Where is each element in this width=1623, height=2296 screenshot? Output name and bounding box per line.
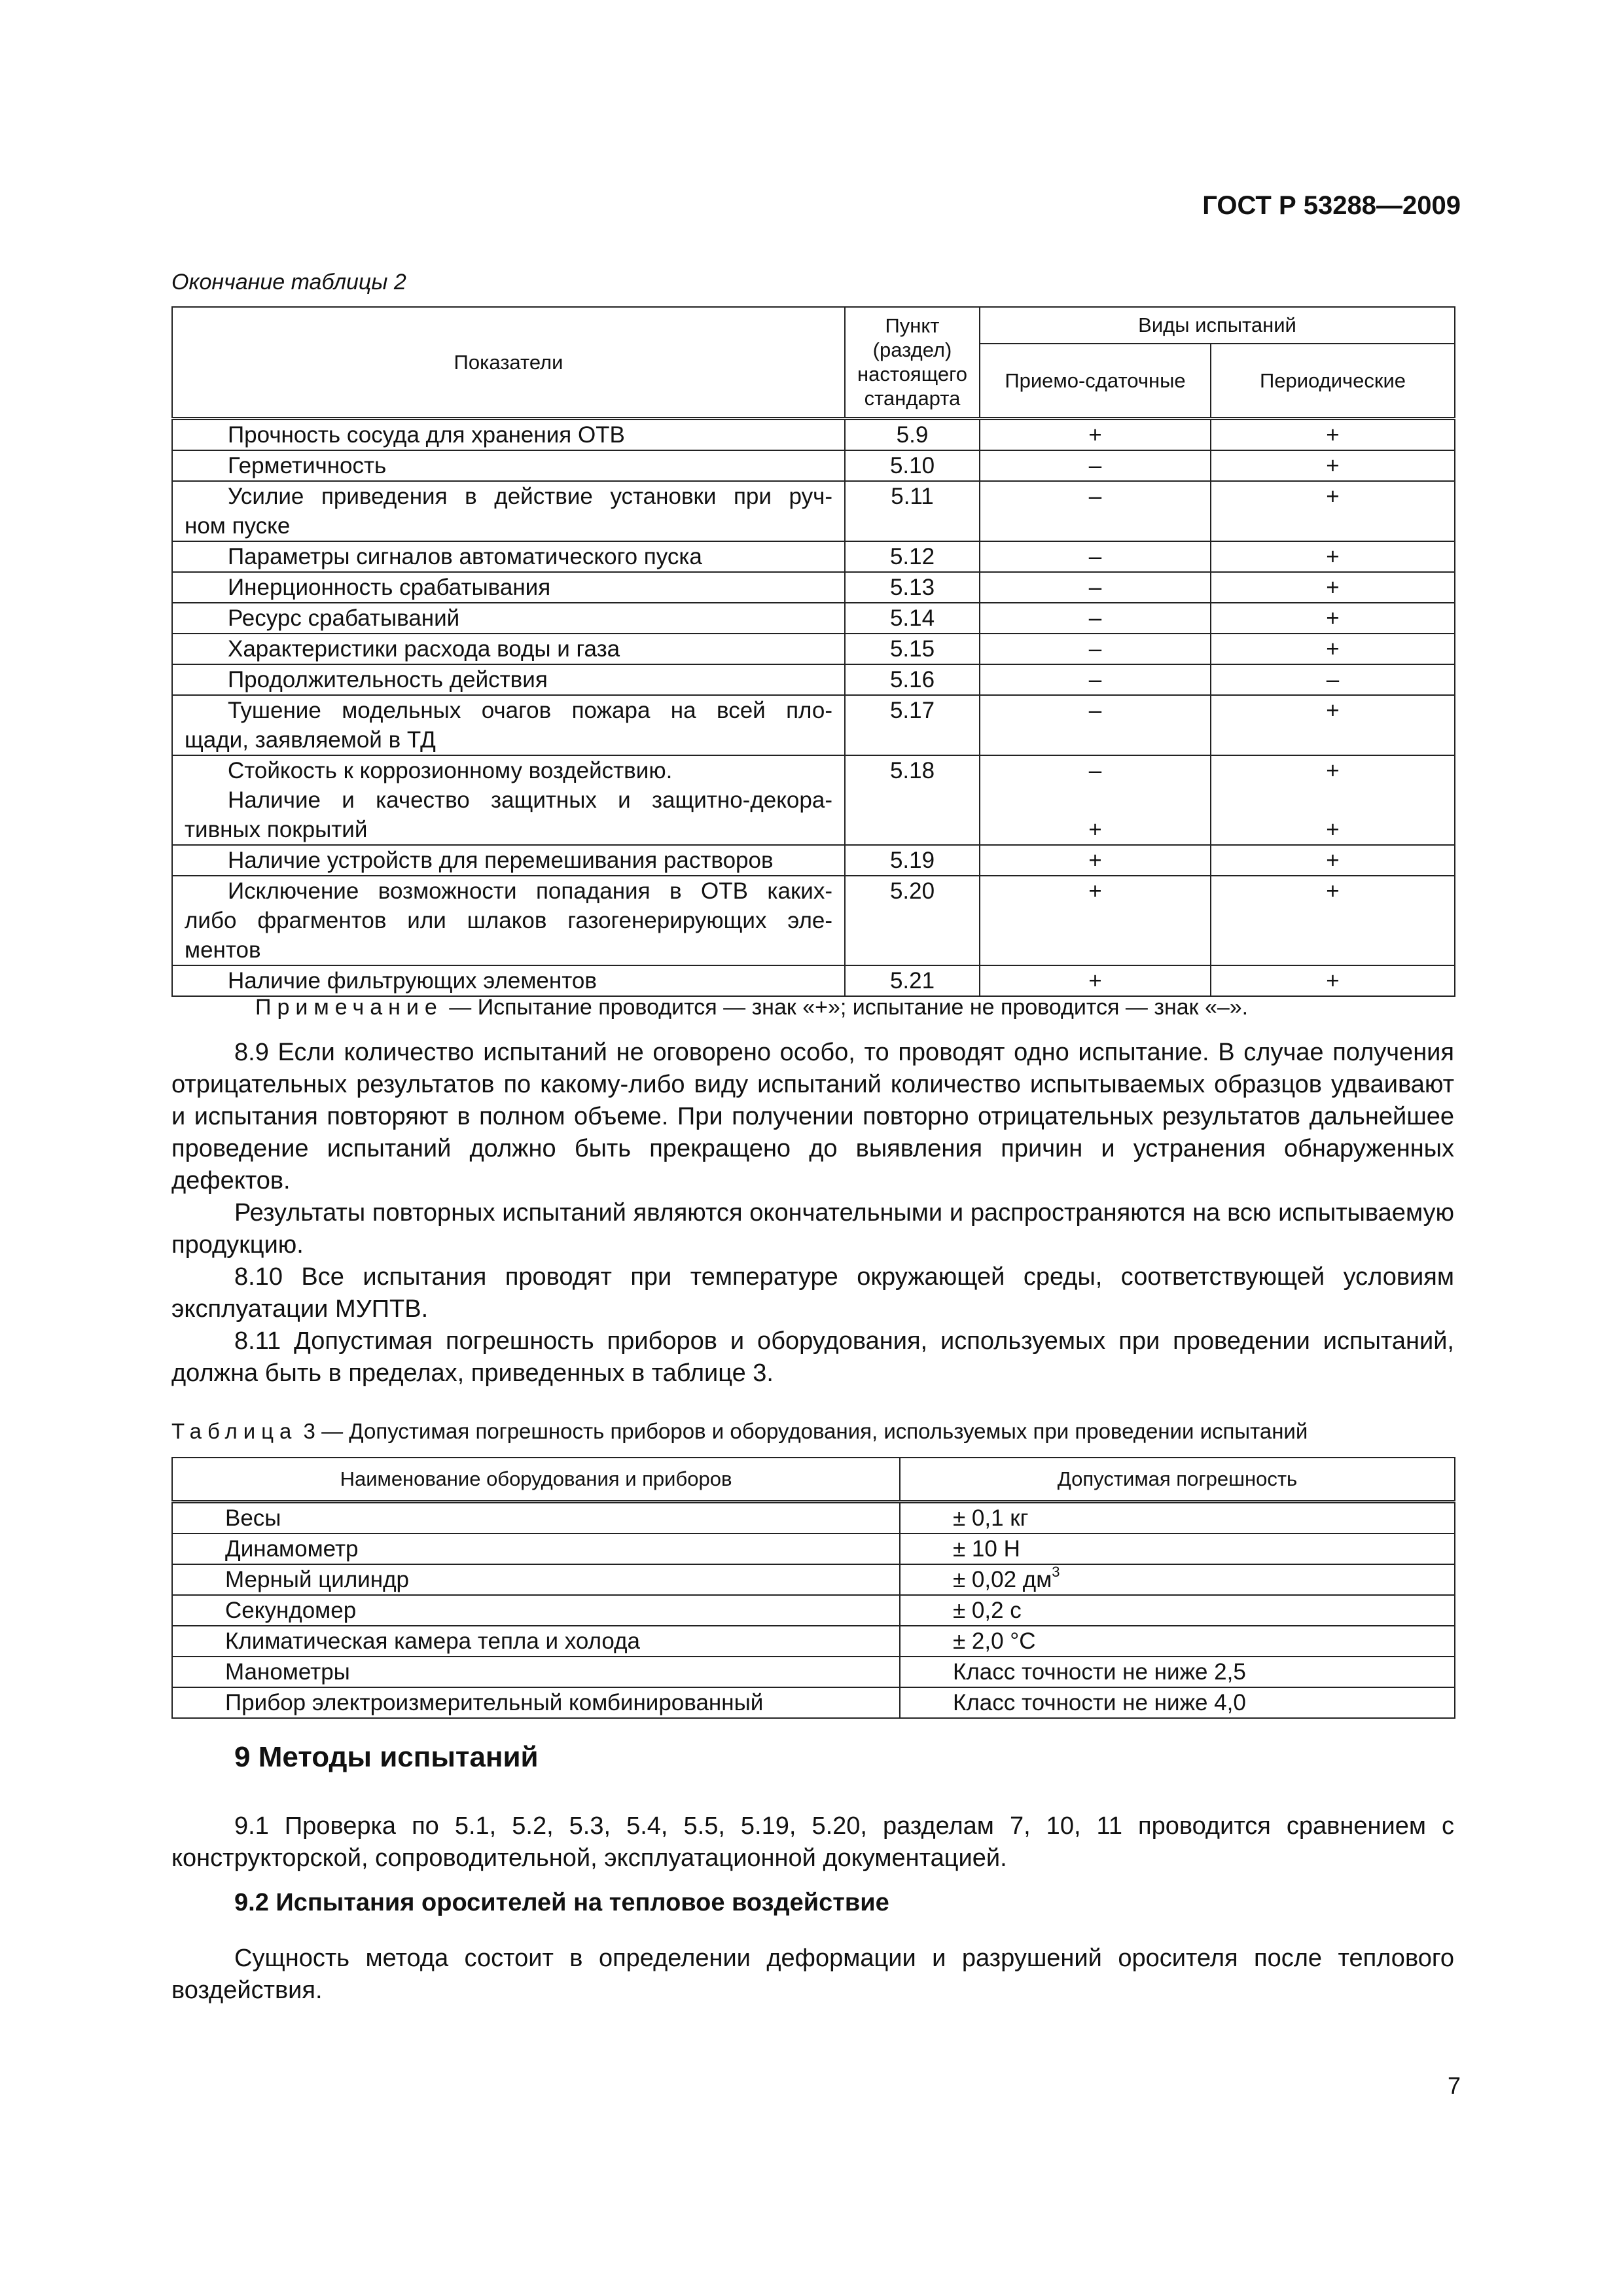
section-9-title: 9 Методы испытаний bbox=[234, 1741, 539, 1773]
table-row: Динамометр ± 10 Н bbox=[172, 1534, 1455, 1564]
paragraph-9-2: Сущность метода состоит в определении деформации и разрушений оросителя после теплового воздействия. bbox=[171, 1945, 1454, 2004]
paragraph-9-1-block bbox=[171, 1810, 1454, 1874]
table-row: Стойкость к коррозионному воздействию. Наличие и качество защитных и защитно-декора- тивных покрытий 5.18 – + + + bbox=[172, 755, 1455, 845]
page-number: 7 bbox=[1447, 2072, 1461, 2099]
table-row: Климатическая камера тепла и холода ± 2,0 °С bbox=[172, 1626, 1455, 1657]
table-row: Усилие приведения в действие установки при руч- ном пуске 5.11 – + bbox=[172, 481, 1455, 541]
table-row: Секундомер ± 0,2 с bbox=[172, 1595, 1455, 1626]
col-header-clause: Пункт (раздел) настоящего стандарта bbox=[845, 307, 980, 418]
table-row: Продолжительность действия 5.16 – – bbox=[172, 664, 1455, 695]
paragraph-8-9-repeat: Результаты повторных испытаний являются окончательными и распространяются на всю испытываемую продукцию. bbox=[171, 1199, 1454, 1259]
table2-continuation-caption: Окончание таблицы 2 bbox=[171, 270, 406, 295]
table3-caption: Таблица 3 — Допустимая погрешность приборов и оборудования, используемых при проведении испытаний bbox=[171, 1419, 1308, 1443]
document-id: ГОСТ Р 53288—2009 bbox=[1202, 191, 1461, 220]
table-row: Инерционность срабатывания 5.13 – + bbox=[172, 572, 1455, 603]
table-row: Герметичность 5.10 – + bbox=[172, 450, 1455, 481]
table-row: Наличие устройств для перемешивания растворов 5.19 + + bbox=[172, 845, 1455, 876]
table-3 bbox=[171, 1457, 1455, 1719]
table2-note: Примечание — Испытание проводится — знак «+»; испытание не проводится — знак «–». bbox=[255, 995, 1249, 1020]
paragraph-9-2-block bbox=[171, 1943, 1454, 2007]
table-row: Параметры сигналов автоматического пуска 5.12 – + bbox=[172, 541, 1455, 572]
subsection-9-2-title: 9.2 Испытания оросителей на тепловое воздействие bbox=[234, 1889, 889, 1916]
table-row: Наличие фильтрующих элементов 5.21 + + bbox=[172, 965, 1455, 996]
col-header-error: Допустимая погрешность bbox=[900, 1458, 1455, 1502]
table-row: Весы ± 0,1 кг bbox=[172, 1502, 1455, 1534]
col-header-acceptance: Приемо-сдаточные bbox=[980, 344, 1211, 418]
paragraph-8-11: 8.11 Допустимая погрешность приборов и оборудования, используемых при проведении испытаний, должна быть в пределах, приведенных в таблице 3. bbox=[171, 1327, 1454, 1387]
col-header-equipment: Наименование оборудования и приборов bbox=[172, 1458, 900, 1502]
table-row: Ресурс срабатываний 5.14 – + bbox=[172, 603, 1455, 634]
table-row: Характеристики расхода воды и газа 5.15 – + bbox=[172, 634, 1455, 664]
table-2 bbox=[171, 306, 1455, 997]
table-row: Мерный цилиндр ± 0,02 $дм^3$ bbox=[172, 1564, 1455, 1595]
paragraph-8-10: 8.10 Все испытания проводят при температуре окружающей среды, соответствующей условиям эксплуатации МУПТВ. bbox=[171, 1263, 1454, 1323]
table-row: Манометры Класс точности не ниже 2,5 bbox=[172, 1657, 1455, 1687]
paragraph-9-1: 9.1 Проверка по 5.1, 5.2, 5.3, 5.4, 5.5, 5.19, 5.20, разделам 7, 10, 11 проводится сравнением с конструкторской, сопроводительной, эксплуатационной документацией. bbox=[171, 1812, 1454, 1872]
table-row: Прочность сосуда для хранения ОТВ 5.9 + + bbox=[172, 418, 1455, 450]
table-row: Прибор электроизмерительный комбинированный Класс точности не ниже 4,0 bbox=[172, 1687, 1455, 1718]
col-header-indicators: Показатели bbox=[172, 307, 845, 418]
table-row: Исключение возможности попадания в ОТВ каких- либо фрагментов или шлаков газогенерирующих эле- ментов 5.20 + + bbox=[172, 876, 1455, 965]
paragraph-8-9: 8.9 Если количество испытаний не оговорено особо, то проводят одно испытание. В случае получения отрицательных результатов по какому-либо виду испытаний количество испытываемых образцов удваивают и испытания повторяют в полном объеме. При получении повторно отрицательных результатов дальнейшее проведение испытаний должно быть прекращено до выявления причин и устранения обнаруженных дефектов. bbox=[171, 1039, 1454, 1194]
col-header-test-types: Виды испытаний bbox=[980, 307, 1455, 344]
table-row: Тушение модельных очагов пожара на всей пло- щади, заявляемой в ТД 5.17 – + bbox=[172, 695, 1455, 755]
col-header-periodic: Периодические bbox=[1211, 344, 1455, 418]
paragraphs-8 bbox=[171, 1037, 1454, 1390]
